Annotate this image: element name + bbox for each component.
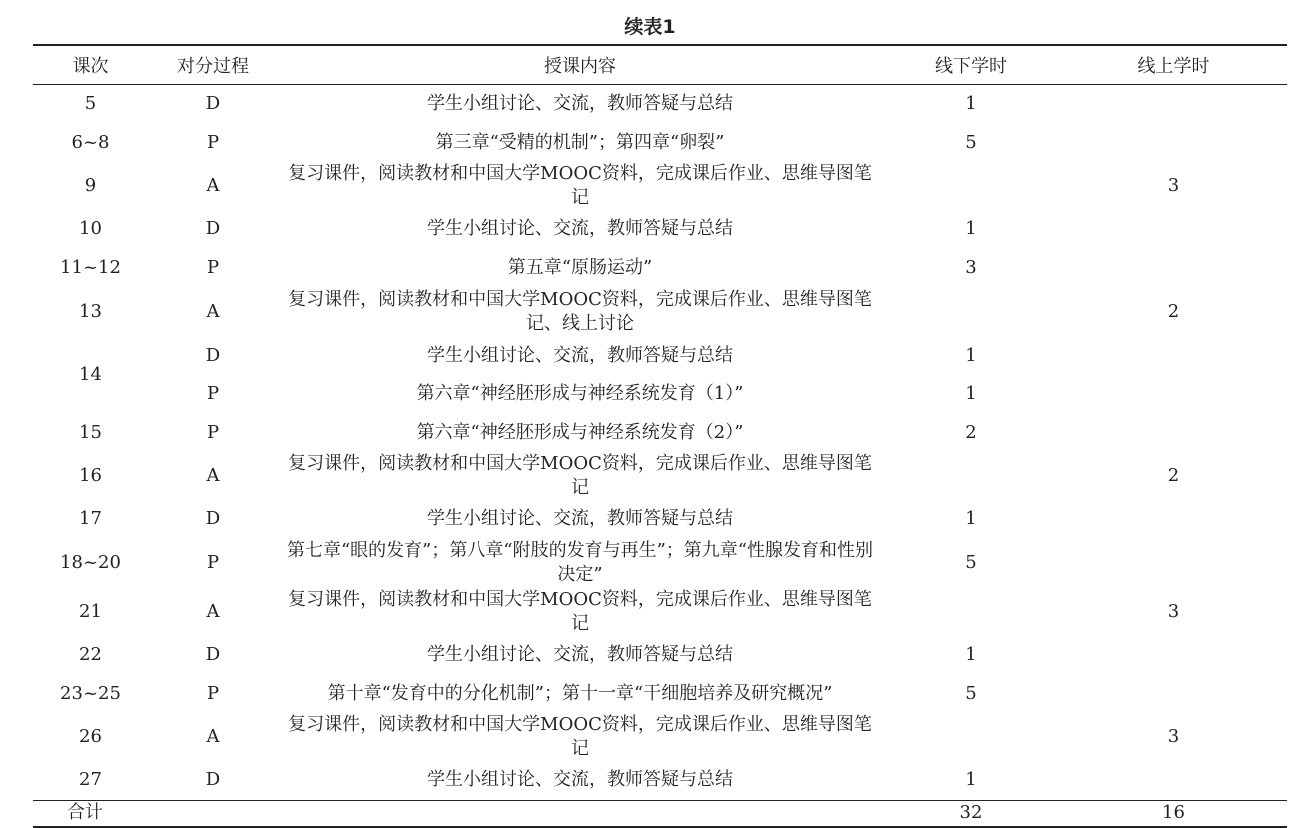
offline-hours-cell: 1 (965, 344, 977, 366)
header-online-hours: 线上学时 (1060, 45, 1287, 85)
content-cell: 复习课件，阅读教材和中国大学MOOC资料，完成课后作业、思维导图笔记 (288, 453, 872, 499)
phase-cell: P (206, 421, 220, 443)
phase-cell: P (206, 131, 220, 153)
online-hours-cell (1060, 124, 1287, 163)
total-offline-hours: 32 (882, 800, 1060, 827)
table-row (33, 761, 1287, 800)
header-content: 授课内容 (278, 45, 882, 85)
offline-hours-cell: 1 (965, 769, 977, 791)
lesson-cell: 15 (79, 421, 102, 443)
online-hours-cell (1060, 539, 1287, 588)
lesson-cell: 6~8 (71, 131, 110, 153)
content-cell: 学生小组讨论、交流，教师答疑与总结 (427, 344, 733, 366)
table-row (33, 452, 1287, 500)
online-hours-cell (1060, 375, 1287, 414)
lesson-cell: 11~12 (60, 257, 121, 279)
header-phase: 对分过程 (148, 45, 278, 85)
content-cell: 学生小组讨论、交流，教师答疑与总结 (427, 93, 733, 115)
content-cell: 第七章“眼的发育”；第八章“附肢的发育与再生”；第九章“性腺发育和性别决定” (286, 540, 873, 586)
lesson-cell: 17 (79, 508, 102, 530)
offline-hours-cell: 1 (965, 508, 977, 530)
table-title: 续表1 (624, 16, 676, 38)
phase-cell: D (205, 93, 221, 115)
table-row (33, 249, 1287, 288)
phase-cell: P (206, 682, 220, 704)
online-hours-cell (1060, 249, 1287, 288)
table-row (33, 500, 1287, 539)
online-hours-cell (1060, 210, 1287, 249)
lesson-cell: 18~20 (60, 552, 121, 574)
header-row (33, 45, 1287, 85)
lesson-cell: 26 (79, 725, 102, 747)
offline-hours-cell (882, 162, 1060, 210)
total-row (33, 800, 1287, 827)
content-cell: 复习课件，阅读教材和中国大学MOOC资料，完成课后作业、思维导图笔记 (288, 163, 872, 209)
offline-hours-cell: 5 (965, 131, 977, 153)
phase-cell: D (205, 508, 221, 530)
table-row (33, 588, 1287, 636)
table-row (33, 210, 1287, 249)
phase-cell: A (206, 465, 220, 487)
content-cell: 学生小组讨论、交流，教师答疑与总结 (427, 508, 733, 530)
total-label: 合计 (33, 800, 882, 827)
offline-hours-cell: 5 (965, 552, 977, 574)
lesson-cell: 23~25 (60, 682, 121, 704)
offline-hours-cell (882, 452, 1060, 500)
offline-hours-cell: 5 (965, 682, 977, 704)
lesson-cell: 14 (79, 363, 102, 385)
lesson-cell: 16 (79, 465, 102, 487)
content-cell: 第六章“神经胚形成与神经系统发育（1）” (416, 383, 744, 405)
table-row (33, 713, 1287, 761)
table-row (33, 375, 1287, 414)
offline-hours-cell: 3 (965, 257, 977, 279)
online-hours-cell: 2 (1167, 465, 1180, 487)
table-row (33, 287, 1287, 336)
header-offline-hours: 线下学时 (882, 45, 1060, 85)
offline-hours-cell: 1 (965, 644, 977, 666)
table-row (33, 636, 1287, 675)
online-hours-cell: 3 (1167, 725, 1180, 747)
content-cell: 第三章“受精的机制”；第四章“卵裂” (435, 131, 725, 153)
phase-cell: P (206, 383, 220, 405)
phase-cell: D (205, 644, 221, 666)
content-cell: 学生小组讨论、交流，教师答疑与总结 (427, 218, 733, 240)
offline-hours-cell (882, 713, 1060, 761)
online-hours-cell (1060, 674, 1287, 713)
table-row (33, 85, 1287, 124)
header-lesson: 课次 (33, 45, 148, 85)
content-cell: 学生小组讨论、交流，教师答疑与总结 (427, 644, 733, 666)
online-hours-cell (1060, 500, 1287, 539)
online-hours-cell (1060, 414, 1287, 453)
online-hours-cell: 3 (1167, 600, 1180, 622)
phase-cell: A (206, 175, 220, 197)
table-row (33, 674, 1287, 713)
content-cell: 学生小组讨论、交流，教师答疑与总结 (427, 769, 733, 791)
lesson-cell: 10 (79, 218, 102, 240)
content-cell: 复习课件，阅读教材和中国大学MOOC资料，完成课后作业、思维导图笔记 (288, 588, 872, 634)
table-row (33, 336, 1287, 375)
table-row (33, 162, 1287, 210)
phase-cell: P (206, 552, 220, 574)
online-hours-cell: 2 (1167, 300, 1180, 322)
offline-hours-cell: 2 (965, 421, 977, 443)
lesson-cell: 27 (79, 769, 102, 791)
phase-cell: A (206, 600, 220, 622)
content-cell: 复习课件，阅读教材和中国大学MOOC资料，完成课后作业、思维导图笔记 (288, 713, 872, 759)
content-cell: 复习课件，阅读教材和中国大学MOOC资料，完成课后作业、思维导图笔记、线上讨论 (288, 288, 872, 334)
offline-hours-cell: 1 (965, 93, 977, 115)
online-hours-cell: 3 (1167, 175, 1180, 197)
content-cell: 第十章“发育中的分化机制”；第十一章“干细胞培养及研究概况” (327, 682, 833, 704)
phase-cell: P (206, 257, 220, 279)
phase-cell: D (205, 769, 221, 791)
lesson-cell: 22 (79, 644, 102, 666)
total-online-hours: 16 (1060, 800, 1287, 827)
table-row (33, 124, 1287, 163)
lesson-cell: 21 (79, 600, 102, 622)
phase-cell: D (205, 218, 221, 240)
offline-hours-cell (882, 287, 1060, 336)
phase-cell: D (205, 344, 221, 366)
online-hours-cell (1060, 85, 1287, 124)
table-row (33, 539, 1287, 588)
content-cell: 第五章“原肠运动” (507, 257, 653, 279)
lesson-cell: 13 (79, 300, 102, 322)
online-hours-cell (1060, 761, 1287, 800)
offline-hours-cell (882, 588, 1060, 636)
lesson-cell: 9 (84, 175, 97, 197)
online-hours-cell (1060, 636, 1287, 675)
lesson-cell: 5 (84, 93, 97, 115)
online-hours-cell (1060, 336, 1287, 375)
content-cell: 第六章“神经胚形成与神经系统发育（2）” (416, 421, 744, 443)
phase-cell: A (206, 725, 220, 747)
offline-hours-cell: 1 (965, 218, 977, 240)
offline-hours-cell: 1 (965, 383, 977, 405)
table-row (33, 414, 1287, 453)
course-schedule-table (33, 44, 1287, 828)
phase-cell: A (206, 300, 220, 322)
